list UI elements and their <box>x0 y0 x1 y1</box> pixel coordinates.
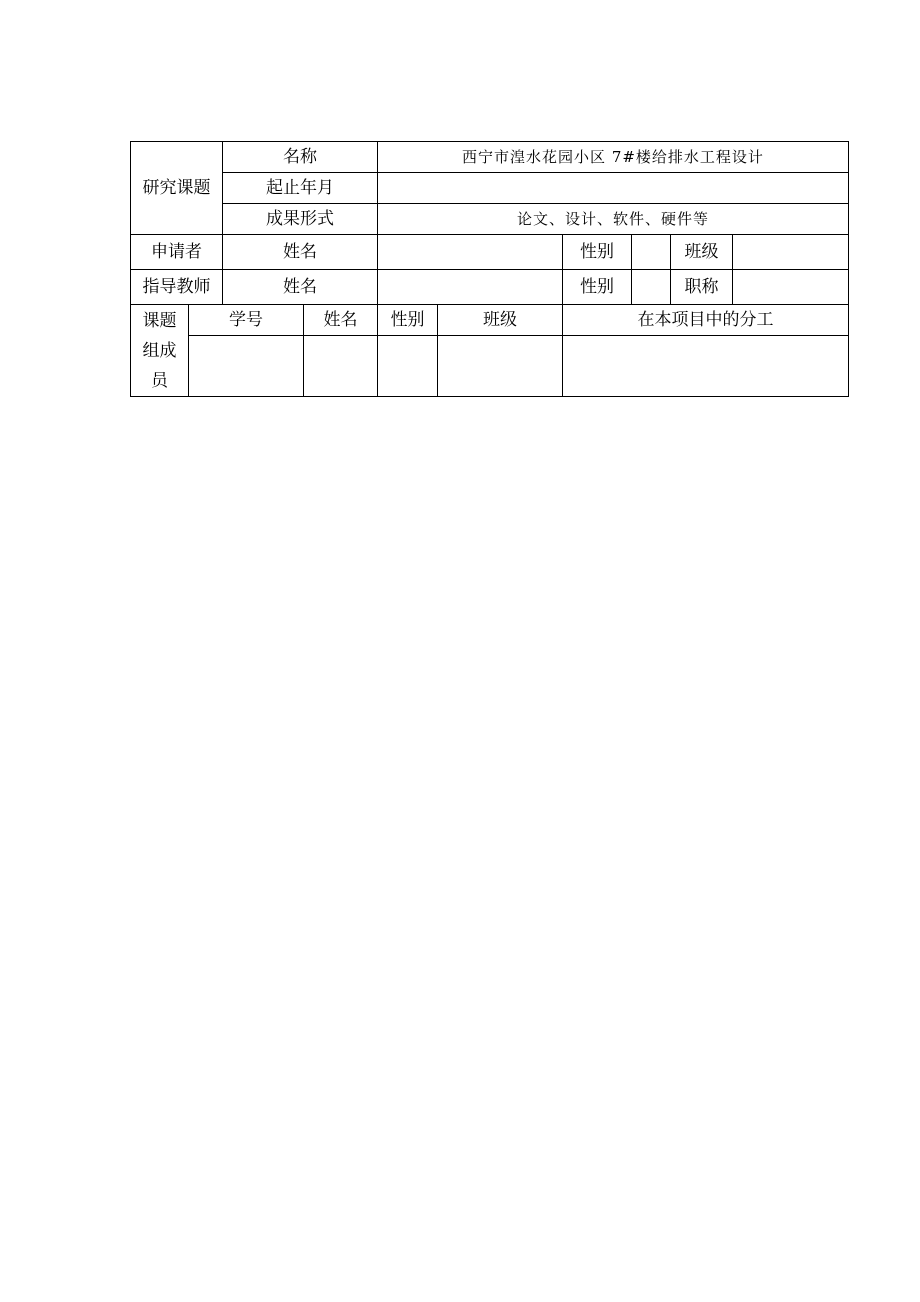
member-class-column-header: 班级 <box>483 309 517 330</box>
member-name-field[interactable] <box>304 336 377 396</box>
advisor-title-label: 职称 <box>684 276 719 297</box>
application-form-table <box>0 0 920 400</box>
topic-dates-field[interactable] <box>378 173 848 203</box>
member-role-field[interactable] <box>563 336 848 396</box>
research-topic-label: 研究课题 <box>142 177 211 198</box>
member-name-column-header: 姓名 <box>323 309 358 330</box>
member-class-field[interactable] <box>438 336 562 396</box>
applicant-label: 申请者 <box>151 241 202 262</box>
applicant-name-field[interactable] <box>378 235 562 269</box>
table-border-bottom <box>130 396 849 397</box>
applicant-gender-label: 性别 <box>580 241 614 262</box>
output-form-label: 成果形式 <box>266 208 334 229</box>
member-gender-field[interactable] <box>378 336 437 396</box>
output-form-field[interactable]: 论文、设计、软件、硬件等 <box>516 209 709 228</box>
topic-name-field[interactable]: 西宁市湟水花园小区 7#楼给排水工程设计 <box>462 147 764 166</box>
applicant-class-label: 班级 <box>684 241 719 262</box>
advisor-name-field[interactable] <box>378 270 562 304</box>
team-members-label-line-3: 员 <box>151 370 168 391</box>
topic-name-label: 名称 <box>283 146 317 167</box>
applicant-class-field[interactable] <box>733 235 848 269</box>
topic-dates-label: 起止年月 <box>266 177 334 198</box>
applicant-gender-field[interactable] <box>632 235 670 269</box>
team-members-label-line-1: 课题 <box>142 310 177 331</box>
advisor-label: 指导教师 <box>142 276 211 297</box>
team-members-label-line-2: 组成 <box>142 340 177 361</box>
advisor-title-field[interactable] <box>733 270 848 304</box>
table-border-right <box>848 141 849 397</box>
member-role-column-header: 在本项目中的分工 <box>637 309 774 330</box>
advisor-gender-label: 性别 <box>580 276 614 297</box>
advisor-gender-field[interactable] <box>632 270 670 304</box>
member-gender-column-header: 性别 <box>390 309 425 330</box>
advisor-name-label: 姓名 <box>283 276 317 297</box>
student-id-column-header: 学号 <box>229 309 263 330</box>
member-student-id-field[interactable] <box>189 336 303 396</box>
applicant-name-label: 姓名 <box>283 241 317 262</box>
